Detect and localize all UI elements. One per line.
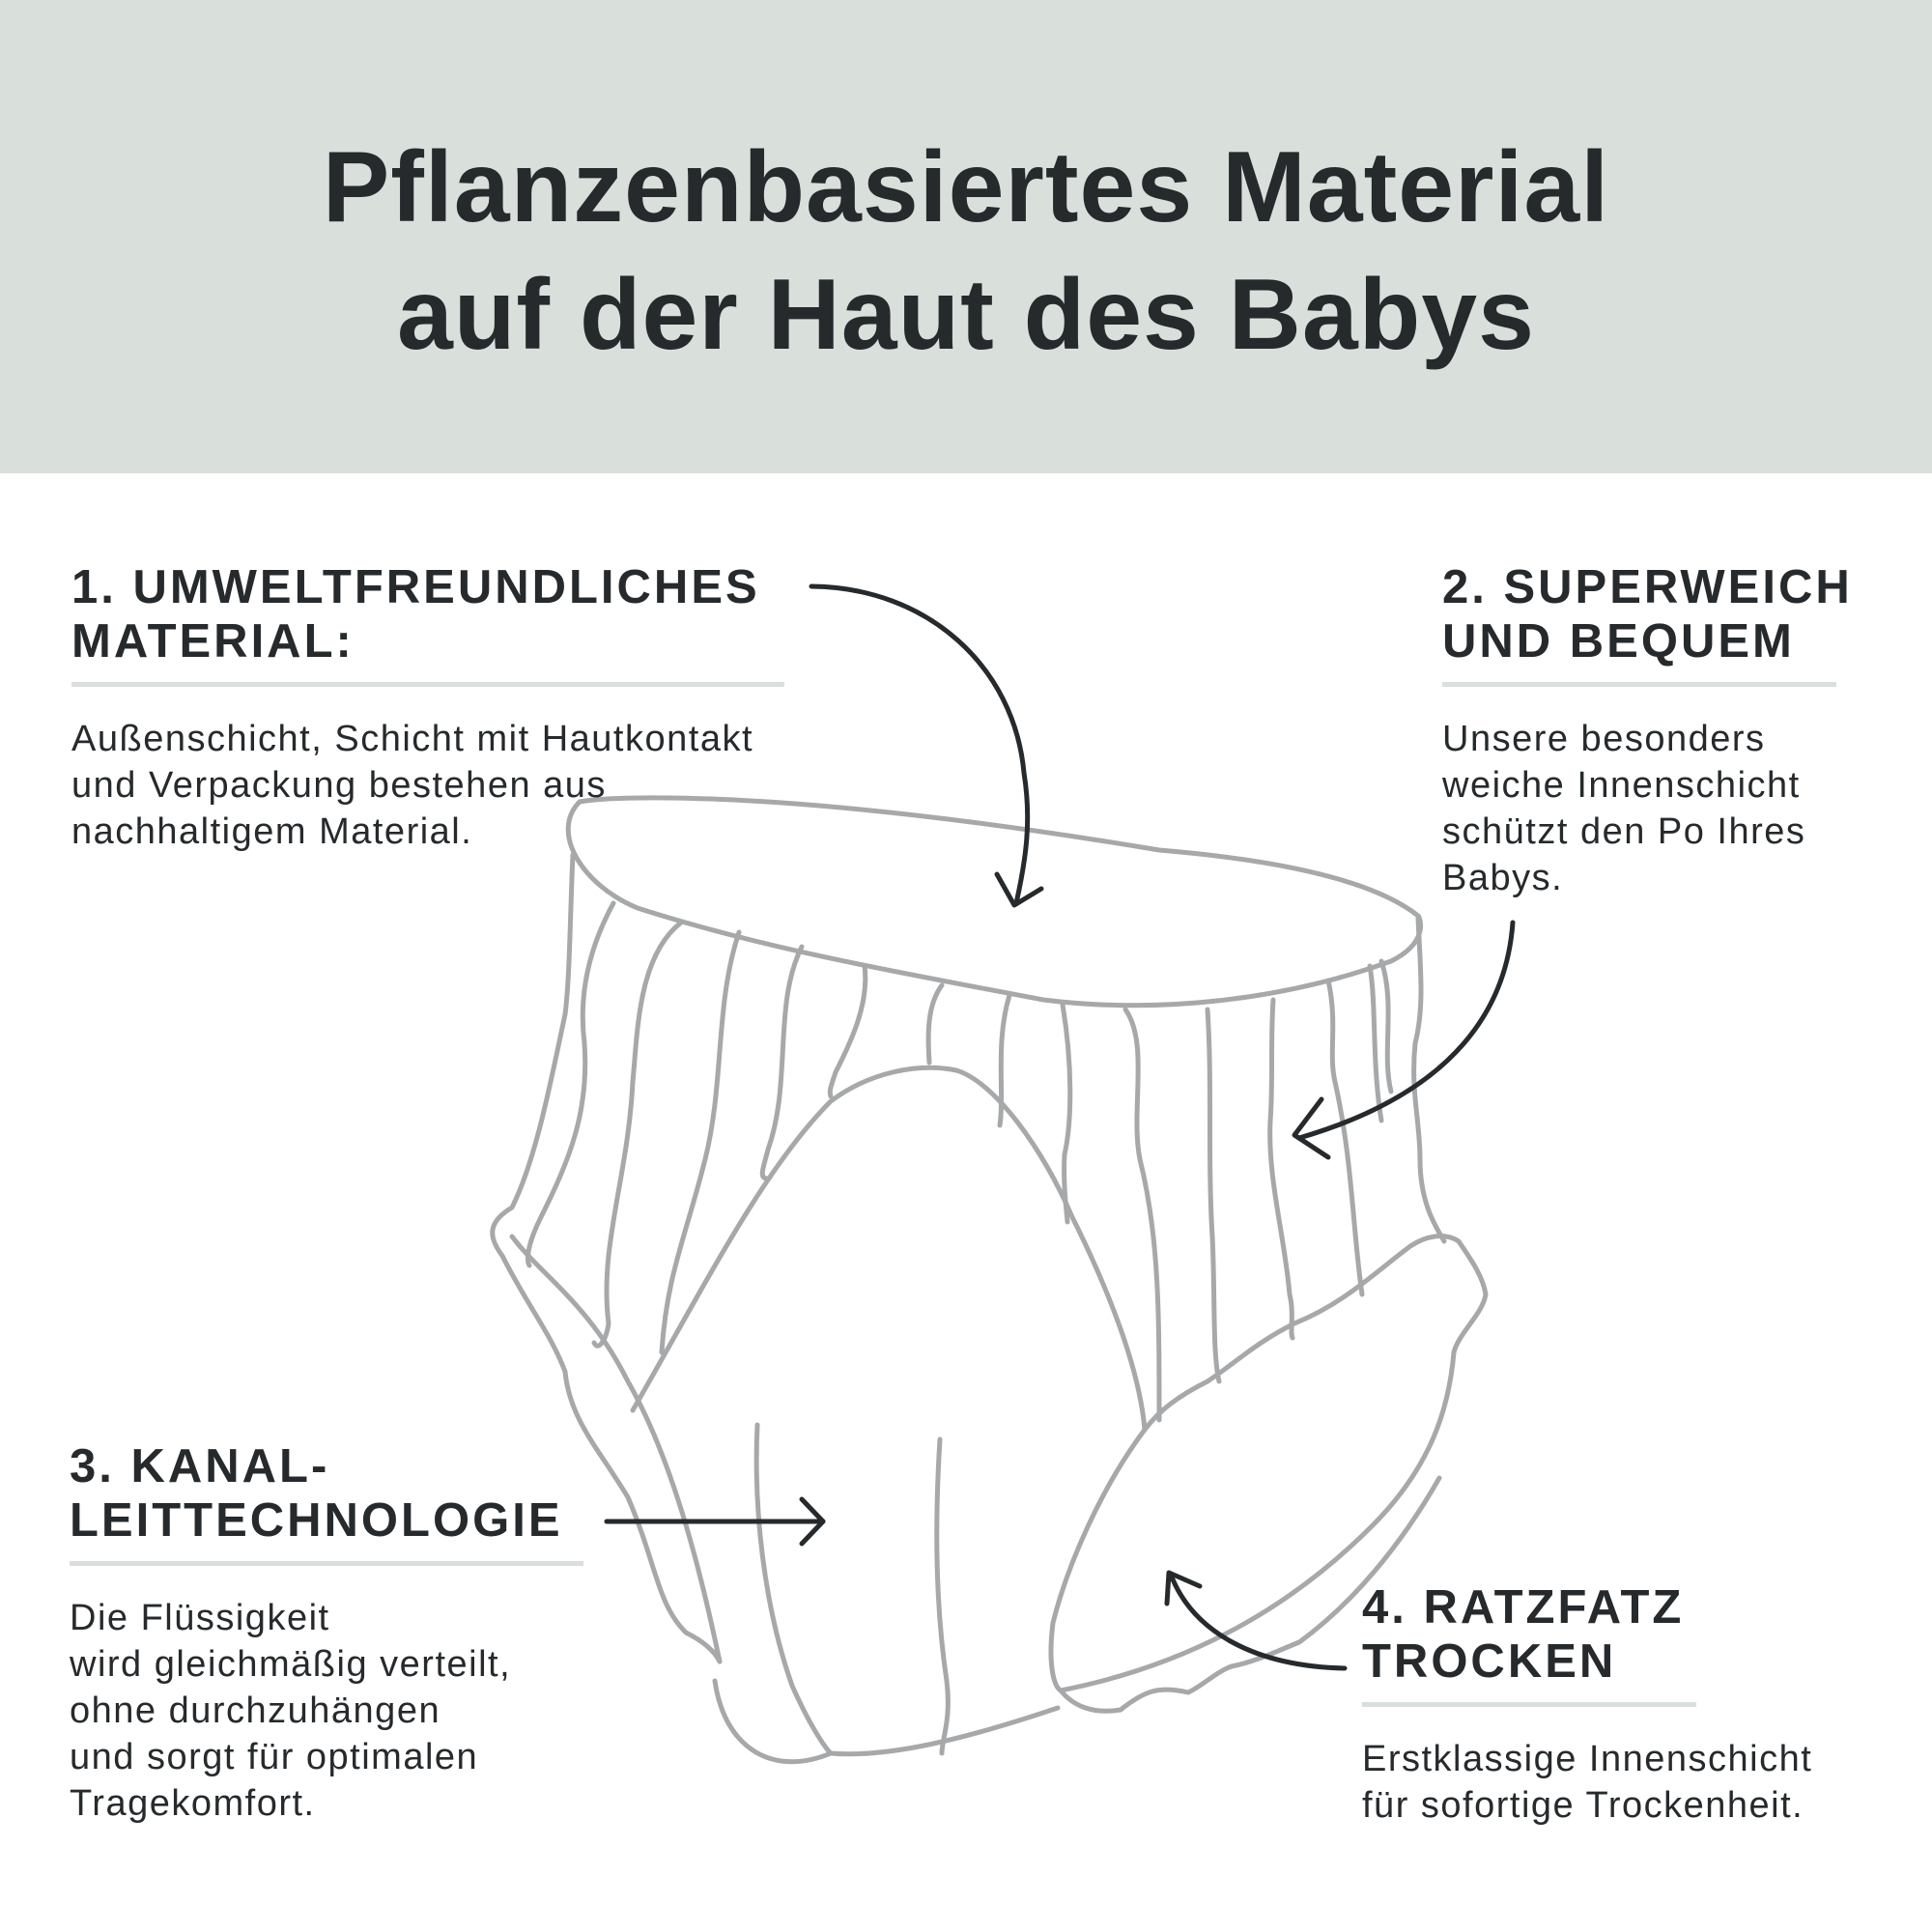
title-line-2: auf der Haut des Babys xyxy=(397,259,1535,371)
feature-heading-line: 4. RATZFATZ xyxy=(1362,1581,1685,1634)
feature-description-line: weiche Innenschicht xyxy=(1442,765,1801,806)
divider xyxy=(70,1561,583,1566)
feature-heading xyxy=(70,1439,583,1548)
divider xyxy=(1362,1702,1696,1707)
page-title xyxy=(0,124,1932,379)
arrow-feature-2 xyxy=(1299,923,1513,1138)
feature-super-soft xyxy=(1442,560,1853,901)
feature-description-line: Babys. xyxy=(1442,858,1564,898)
feature-description-line: Die Flüssigkeit xyxy=(70,1598,330,1638)
feature-heading-line: MATERIAL: xyxy=(71,615,355,668)
title-line-1: Pflanzenbasiertes Material xyxy=(322,131,1610,243)
feature-description-line: Tragekomfort. xyxy=(70,1783,316,1824)
feature-heading-line: UND BEQUEM xyxy=(1442,615,1795,668)
feature-description xyxy=(1442,716,1853,901)
feature-heading-line: 3. KANAL- xyxy=(70,1440,330,1492)
arrow-feature-4 xyxy=(1171,1575,1345,1668)
feature-heading-line: LEITTECHNOLOGIE xyxy=(70,1494,563,1547)
feature-description xyxy=(71,716,784,855)
feature-channel-technology xyxy=(70,1439,583,1827)
feature-heading-line: TROCKEN xyxy=(1362,1635,1617,1688)
feature-heading-line: 2. SUPERWEICH xyxy=(1442,561,1853,613)
feature-description-line: und sorgt für optimalen xyxy=(70,1737,479,1777)
feature-quick-dry xyxy=(1362,1580,1812,1829)
feature-description xyxy=(1362,1736,1812,1829)
feature-description-line: Unsere besonders xyxy=(1442,719,1766,759)
feature-description-line: und Verpackung bestehen aus xyxy=(71,765,607,806)
header-banner xyxy=(0,0,1932,473)
diaper-front-panel xyxy=(633,1067,1145,1430)
divider xyxy=(1442,682,1836,687)
feature-description-line: schützt den Po Ihres xyxy=(1442,811,1806,852)
feature-heading xyxy=(1362,1580,1812,1689)
feature-description-line: Außenschicht, Schicht mit Hautkontakt xyxy=(71,719,754,759)
feature-description-line: wird gleichmäßig verteilt, xyxy=(70,1644,512,1685)
feature-heading xyxy=(71,560,784,668)
feature-description-line: nachhaltigem Material. xyxy=(71,811,473,852)
feature-description-line: für sofortige Trockenheit. xyxy=(1362,1785,1804,1826)
divider xyxy=(71,682,784,687)
feature-eco-material xyxy=(71,560,784,855)
feature-heading xyxy=(1442,560,1853,668)
feature-heading-line: 1. UMWELTFREUNDLICHES xyxy=(71,561,760,613)
feature-description-line: Erstklassige Innenschicht xyxy=(1362,1739,1813,1779)
feature-description xyxy=(70,1595,583,1827)
arrow-feature-1 xyxy=(811,586,1028,903)
feature-description-line: ohne durchzuhängen xyxy=(70,1690,441,1731)
